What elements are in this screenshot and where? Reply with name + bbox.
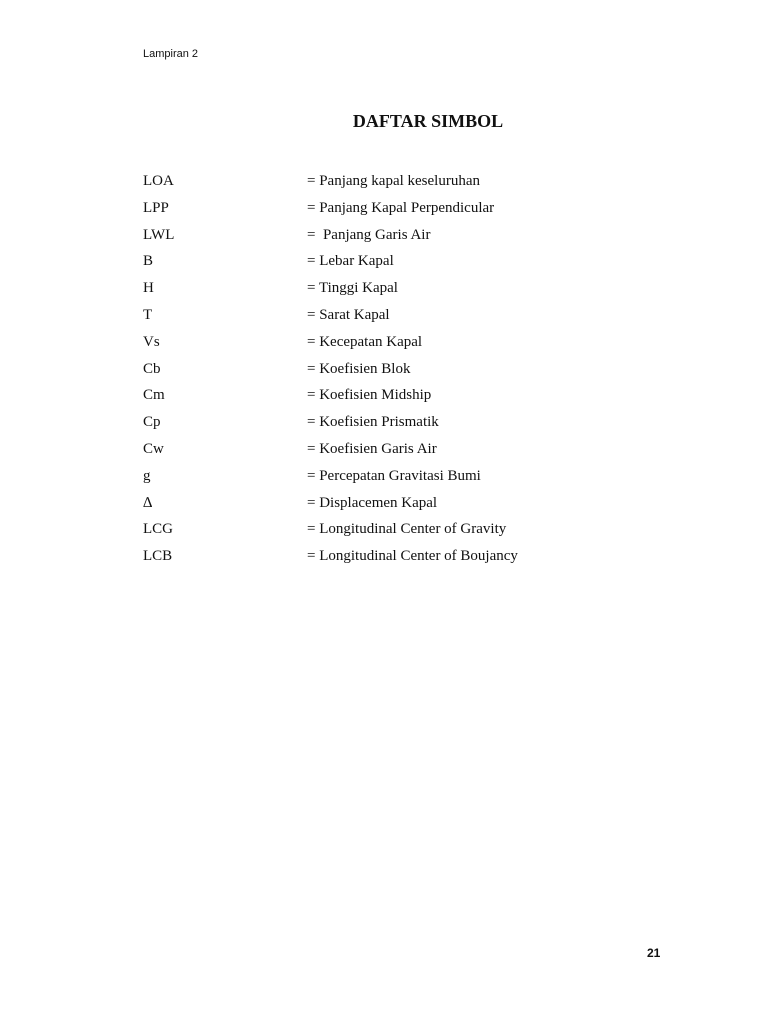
symbol-definition: = Sarat Kapal	[307, 306, 390, 323]
symbol-name: Cm	[143, 387, 165, 404]
symbol-name: Vs	[143, 333, 160, 350]
symbol-definition: = Koefisien Garis Air	[307, 440, 437, 457]
symbol-name: Cb	[143, 360, 161, 377]
symbol-name: LWL	[143, 226, 175, 243]
symbol-definition: = Panjang Garis Air	[307, 226, 431, 243]
symbol-definition: = Panjang kapal keseluruhan	[307, 173, 480, 189]
symbol-name: H	[143, 280, 154, 297]
symbol-name: LOA	[143, 173, 174, 189]
symbol-row-cp	[143, 412, 663, 439]
symbol-definition: = Longitudinal Center of Gravity	[307, 521, 507, 538]
header-label: Lampiran 2	[143, 48, 199, 60]
symbol-row-cm	[143, 385, 663, 412]
symbol-definition: = Lebar Kapal	[307, 253, 394, 270]
symbol-row-lcb	[143, 546, 663, 573]
symbol-definition: = Tinggi Kapal	[307, 280, 398, 297]
symbol-definition: = Kecepatan Kapal	[307, 333, 423, 350]
symbol-name: B	[143, 253, 154, 270]
symbol-row-cb	[143, 359, 663, 386]
symbol-name: LCG	[143, 521, 173, 538]
symbol-row-vs	[143, 332, 663, 359]
symbol-definition: = Koefisien Blok	[307, 360, 411, 377]
symbol-name: LPP	[143, 199, 169, 216]
symbol-name: Cp	[143, 414, 161, 431]
symbol-row-lcg	[143, 519, 663, 546]
symbol-definition: = Koefisien Midship	[307, 387, 432, 404]
symbol-row-lpp	[143, 198, 663, 225]
symbol-row-g	[143, 466, 663, 493]
symbol-definition: = Panjang Kapal Perpendicular	[307, 199, 495, 216]
page-title: DAFTAR SIMBOL	[352, 111, 504, 131]
symbol-definition: = Displacemen Kapal	[307, 494, 438, 511]
symbol-name: T	[143, 306, 153, 323]
symbol-row-delta	[143, 493, 663, 520]
symbol-list	[143, 171, 663, 573]
symbol-row-loa	[143, 171, 663, 198]
symbol-definition: = Percepatan Gravitasi Bumi	[307, 467, 481, 484]
symbol-row-h	[143, 278, 663, 305]
symbol-row-t	[143, 305, 663, 332]
page-number: 21	[647, 946, 661, 960]
symbol-name: Cw	[143, 440, 164, 457]
symbol-row-cw	[143, 439, 663, 466]
symbol-definition: = Longitudinal Center of Boujancy	[307, 548, 518, 565]
symbol-definition: = Koefisien Prismatik	[307, 414, 439, 431]
symbol-row-lwl	[143, 225, 663, 252]
symbol-name: g	[143, 467, 151, 484]
symbol-name: ∆	[143, 494, 153, 511]
symbol-row-b	[143, 251, 663, 278]
symbol-name: LCB	[143, 548, 173, 565]
